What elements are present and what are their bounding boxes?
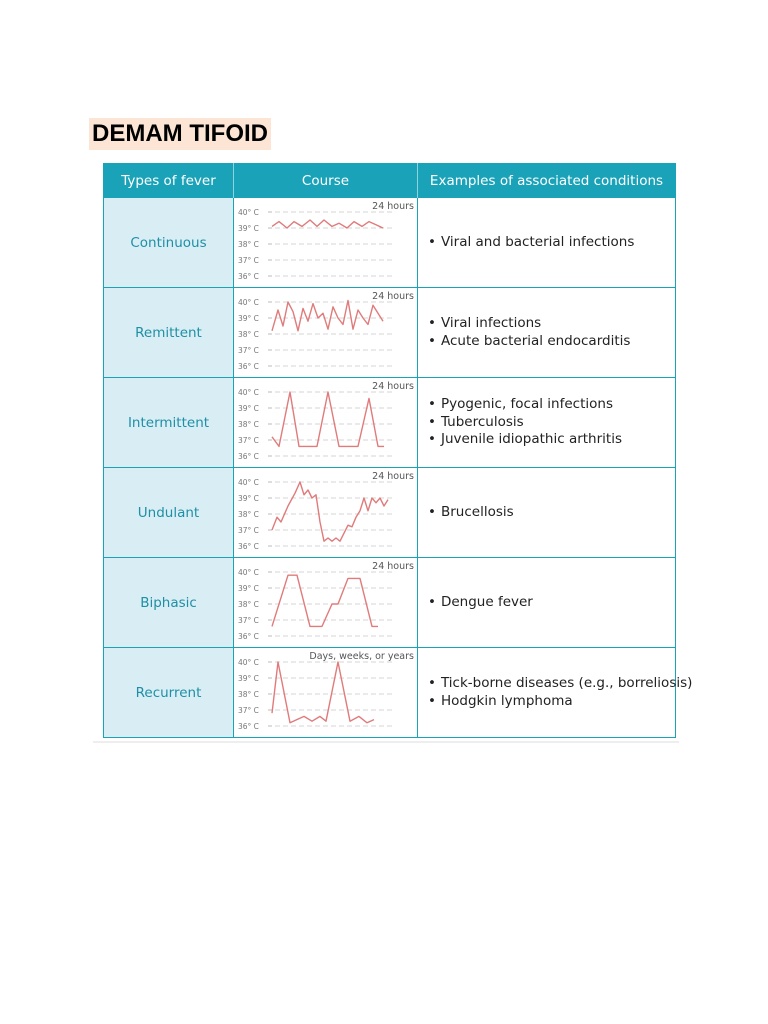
conditions-list [428, 396, 675, 449]
temperature-tick-label: 36° C [238, 632, 259, 641]
temperature-tick-label: 36° C [238, 722, 259, 731]
conditions-cell [418, 198, 676, 288]
table-header [104, 164, 676, 198]
condition-item: • Brucellosis [428, 504, 675, 522]
table-row [104, 378, 676, 468]
time-scale-label: Days, weeks, or years [309, 651, 414, 662]
condition-item: • Juvenile idiopathic arthritis [428, 431, 675, 449]
fever-type-undulant: Undulant [104, 468, 234, 558]
fever-type-recurrent: Recurrent [104, 648, 234, 738]
conditions-list [428, 594, 675, 612]
course-chart-undulant [234, 468, 418, 557]
fever-type-biphasic: Biphasic [104, 558, 234, 648]
temperature-tick-label: 37° C [238, 526, 259, 535]
course-chart-cell [234, 288, 418, 378]
table-row [104, 288, 676, 378]
conditions-cell [418, 468, 676, 558]
temperature-curve [272, 392, 384, 446]
temperature-tick-label: 37° C [238, 616, 259, 625]
header-course: Course [234, 164, 418, 198]
temperature-tick-label: 39° C [238, 674, 259, 683]
course-chart-continuous [234, 198, 418, 287]
header-associated-conditions: Examples of associated conditions [418, 164, 676, 198]
temperature-tick-label: 36° C [238, 362, 259, 371]
temperature-tick-label: 38° C [238, 690, 259, 699]
temperature-tick-label: 38° C [238, 510, 259, 519]
temperature-tick-label: 37° C [238, 706, 259, 715]
time-scale-label: 24 hours [372, 381, 414, 392]
temperature-tick-label: 38° C [238, 330, 259, 339]
table-row [104, 648, 676, 738]
temperature-tick-label: 40° C [238, 658, 259, 667]
temperature-tick-label: 37° C [238, 346, 259, 355]
conditions-cell [418, 558, 676, 648]
conditions-list [428, 315, 675, 350]
temperature-tick-label: 37° C [238, 436, 259, 445]
condition-item: • Dengue fever [428, 594, 675, 612]
time-scale-label: 24 hours [372, 201, 414, 212]
course-chart-cell [234, 378, 418, 468]
time-scale-label: 24 hours [372, 561, 414, 572]
table-body [104, 198, 693, 738]
condition-item: • Tick-borne diseases (e.g., borreliosis) [428, 675, 675, 693]
fever-type-intermittent: Intermittent [104, 378, 234, 468]
temperature-curve [272, 300, 383, 330]
table-header-row [104, 164, 676, 198]
temperature-tick-label: 38° C [238, 420, 259, 429]
course-chart-recurrent [234, 648, 418, 737]
condition-item: • Tuberculosis [428, 414, 675, 432]
time-scale-label: 24 hours [372, 291, 414, 302]
condition-item: • Viral infections [428, 315, 675, 333]
condition-item: • Hodgkin lymphoma [428, 693, 675, 711]
temperature-tick-label: 38° C [238, 240, 259, 249]
temperature-curve [272, 220, 383, 228]
conditions-cell [418, 288, 676, 378]
temperature-tick-label: 39° C [238, 584, 259, 593]
table-row [104, 468, 676, 558]
conditions-list [428, 675, 693, 710]
temperature-tick-label: 40° C [238, 208, 259, 217]
bottom-divider [93, 741, 679, 743]
temperature-tick-label: 39° C [238, 314, 259, 323]
condition-item: • Viral and bacterial infections [428, 234, 675, 252]
temperature-tick-label: 40° C [238, 478, 259, 487]
temperature-tick-label: 39° C [238, 224, 259, 233]
table-row [104, 558, 676, 648]
conditions-cell [418, 648, 693, 738]
temperature-tick-label: 40° C [238, 388, 259, 397]
fever-type-continuous: Continuous [104, 198, 234, 288]
temperature-tick-label: 40° C [238, 568, 259, 577]
header-types-of-fever: Types of fever [104, 164, 234, 198]
table-row [104, 198, 676, 288]
course-chart-cell [234, 648, 418, 738]
page-title: DEMAM TIFOID [89, 118, 271, 150]
conditions-cell [418, 378, 676, 468]
temperature-curve [272, 575, 378, 626]
course-chart-cell [234, 198, 418, 288]
temperature-tick-label: 40° C [238, 298, 259, 307]
course-chart-biphasic [234, 558, 418, 647]
condition-item: • Acute bacterial endocarditis [428, 333, 675, 351]
temperature-curve [272, 662, 374, 723]
temperature-curve [272, 482, 388, 541]
temperature-tick-label: 36° C [238, 272, 259, 281]
course-chart-cell [234, 468, 418, 558]
temperature-tick-label: 38° C [238, 600, 259, 609]
temperature-tick-label: 39° C [238, 494, 259, 503]
course-chart-intermittent [234, 378, 418, 467]
fever-type-remittent: Remittent [104, 288, 234, 378]
fever-types-table [103, 163, 693, 738]
conditions-list [428, 504, 675, 522]
temperature-tick-label: 39° C [238, 404, 259, 413]
temperature-tick-label: 36° C [238, 542, 259, 551]
temperature-tick-label: 36° C [238, 452, 259, 461]
course-chart-cell [234, 558, 418, 648]
conditions-list [428, 234, 675, 252]
course-chart-remittent [234, 288, 418, 377]
condition-item: • Pyogenic, focal infections [428, 396, 675, 414]
time-scale-label: 24 hours [372, 471, 414, 482]
temperature-tick-label: 37° C [238, 256, 259, 265]
